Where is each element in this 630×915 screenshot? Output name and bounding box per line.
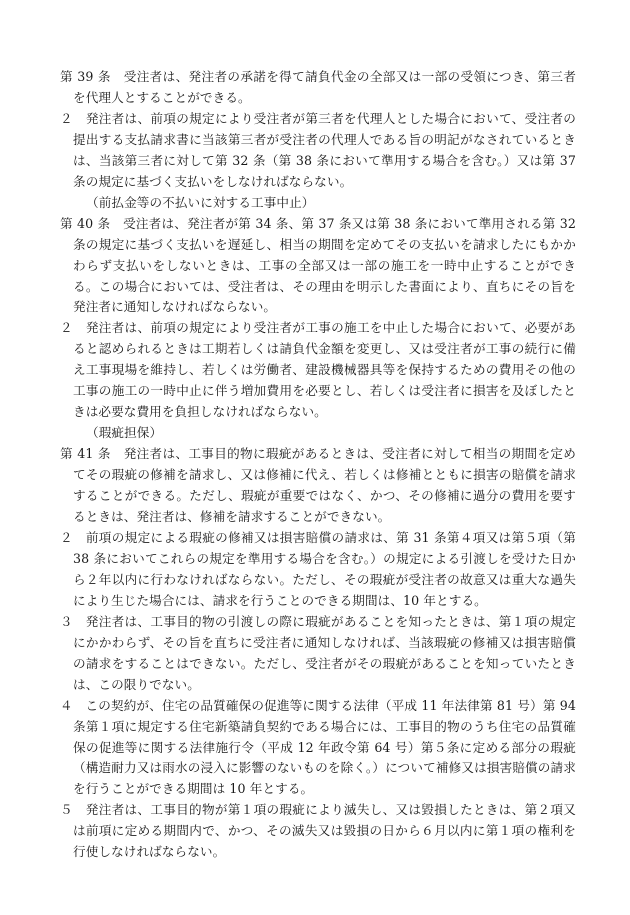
article-41-paragraph-5: ５ 発注者は、工事目的物が第１項の瑕疵により滅失し、又は毀損したときは、第２項又は前項に定める期間内で、かつ、その滅失又は毀損の日から６月以内に第１項の権利を行使しなければならない。 [60,802,576,860]
article-39-paragraph-2: ２ 発注者は、前項の規定により受注者が第三者を代理人とした場合において、受注者の提出する支払請求書に当該第三者が受注者の代理人である旨の明記がなされているときは、当該第三者に対して第 32 条（第 38 条において準用する場合を含む。）又は第 37 条の規定に基づく支払いをしなければならない。 [60,110,576,189]
article-41-caption: （瑕疵担保） [86,425,163,441]
article-41-paragraph-4: ４ この契約が、住宅の品質確保の促進等に関する法律（平成 11 年法律第 81 号）第 94 条第１項に規定する住宅新築請負契約である場合には、工事目的物のうち住宅の品質確保の促進等に関する法律施行令（平成 12 年政令第 64 号）第５条に定める部分の瑕疵（構造耐力又は雨水の浸入に影響のないものを除く。）について補修又は損害賠償の請求を行うことができる期間は 10 年とする。 [60,697,576,797]
article-41: 第 41 条 発注者は、工事目的物に瑕疵があるときは、受注者に対して相当の期間を定めてその瑕疵の修補を請求し、又は修補に代え、若しくは修補とともに損害の賠償を請求することができる。ただし、瑕疵が重要ではなく、かつ、その修補に過分の費用を要するときは、発注者は、修補を請求することができない。 [60,446,576,525]
document-body [60,67,576,863]
article-40: 第 40 条 受注者は、発注者が第 34 条、第 37 条又は第 38 条において準用される第 32 条の規定に基づく支払いを遅延し、相当の期間を定めてその支払いを請求したにもかかわらず支払いをしないときは、工事の全部又は一部の施工を一時中止することができる。この場合においては、受注者は、その理由を明示した書面により、直ちにその旨を発注者に通知しなければならない。 [60,215,576,315]
article-41-paragraph-3: ３ 発注者は、工事目的物の引渡しの際に瑕疵があることを知ったときは、第１項の規定にかかわらず、その旨を直ちに受注者に通知しなければ、当該瑕疵の修補又は損害賠償の請求をすることはできない。ただし、受注者がその瑕疵があることを知っていたときは、この限りでない。 [60,613,576,692]
article-41-paragraph-2: ２ 前項の規定による瑕疵の修補又は損害賠償の請求は、第 31 条第４項又は第５項（第 38 条においてこれらの規定を準用する場合を含む。）の規定による引渡しを受けた日から２年以内に行わなければならない。ただし、その瑕疵が受注者の故意又は重大な過失により生じた場合には、請求を行うことのできる期間は、10 年とする。 [60,529,576,608]
article-40-caption: （前払金等の不払いに対する工事中止） [86,194,315,210]
article-39: 第 39 条 受注者は、発注者の承諾を得て請負代金の全部又は一部の受領につき、第三者を代理人とすることができる。 [60,69,576,105]
article-40-paragraph-2: ２ 発注者は、前項の規定により受注者が工事の施工を中止した場合において、必要があると認められるときは工期若しくは請負代金額を変更し、又は受注者が工事の続行に備え工事現場を維持し、若しくは労働者、建設機械器具等を保持するための費用その他の工事の施工の一時中止に伴う増加費用を必要とし、若しくは受注者に損害を及ぼしたときは必要な費用を負担しなければならない。 [60,320,576,420]
